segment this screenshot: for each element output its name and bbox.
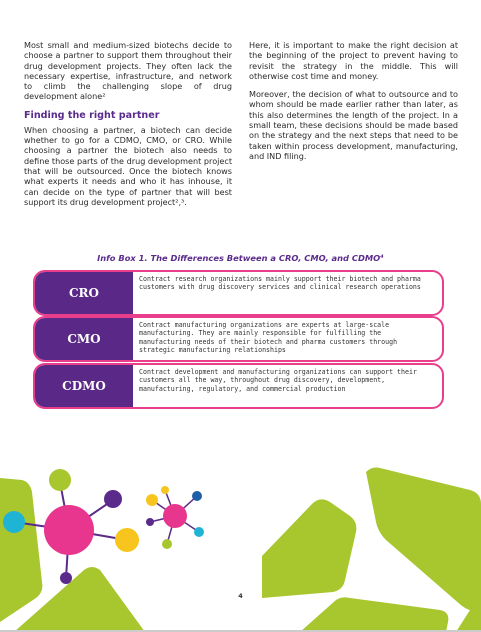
green-shape-left <box>0 478 42 622</box>
info-row-cro <box>33 270 444 316</box>
green-shape-bottom-center <box>300 597 448 632</box>
atom-green <box>49 469 71 491</box>
left-column <box>24 40 232 215</box>
right-column <box>249 40 458 169</box>
atom-yellow <box>115 528 139 552</box>
page-number: 4 <box>238 592 243 600</box>
partner-paragraph: When choosing a partner, a biotech can decide whether to go for a CDMO, CMO, or CRO. While choosing a partner the biotech also needs to define those parts of the drug development project that will be outsourced. Once the biotech knows what experts it needs and who it has inhouse, it can decide on the type of partner that will best support its drug development project²,³. <box>24 124 232 207</box>
atom-magenta-large <box>44 505 94 555</box>
definition-cmo: Contract manufacturing organizations are experts at large-scale manufacturing. They are mainly responsible for fulfilling the manufacturing needs of their biotech and pharma customers through strategic manufacturing relationships <box>139 321 398 355</box>
outsourcing-paragraph: Moreover, the decision of what to outsource and to whom should be made earlier rather than later, as this also determines the length of the project. In a small team, these decisions should be made based on the strategy and the next steps that need to be taken within process development, manufacturing, and IND filing. <box>249 89 458 161</box>
green-shape-corner <box>456 608 481 632</box>
definition-cdmo: Contract development and manufacturing organizations can support their customers all the way, throughout drug discovery, development, manufacturing, regulatory, and commercial production <box>139 368 417 393</box>
intro-paragraph: Most small and medium-sized biotechs decide to choose a partner to support them throughout their drug development projects. They often lack the necessary expertise, infrastructure, and network to climb the challenging slope of drug development alone² <box>24 40 232 102</box>
section-heading: Finding the right partner <box>24 109 160 121</box>
molecule-decoration <box>0 460 481 632</box>
term-cro: CRO <box>35 272 133 314</box>
atom-magenta-small <box>163 504 187 528</box>
info-row-cmo <box>33 316 444 362</box>
term-cdmo: CDMO <box>35 365 133 407</box>
info-box-title: Info Box 1. The Differences Between a CRO, CMO, and CDMO⁴ <box>97 253 384 263</box>
atom-cyan <box>3 511 25 533</box>
decision-paragraph: Here, it is important to make the right decision at the beginning of the project to prevent having to revisit the strategy in the middle. This will otherwise cost time and money. <box>249 40 458 81</box>
atom-purple <box>104 490 122 508</box>
green-shape-right <box>366 468 481 613</box>
term-cmo: CMO <box>35 318 133 360</box>
info-row-cdmo <box>33 363 444 409</box>
green-shape-center <box>262 499 356 598</box>
atom-purple-small <box>60 572 72 584</box>
definition-cro: Contract research organizations mainly support their biotech and pharma customers with drug discovery services and clinical research operations <box>139 275 421 292</box>
